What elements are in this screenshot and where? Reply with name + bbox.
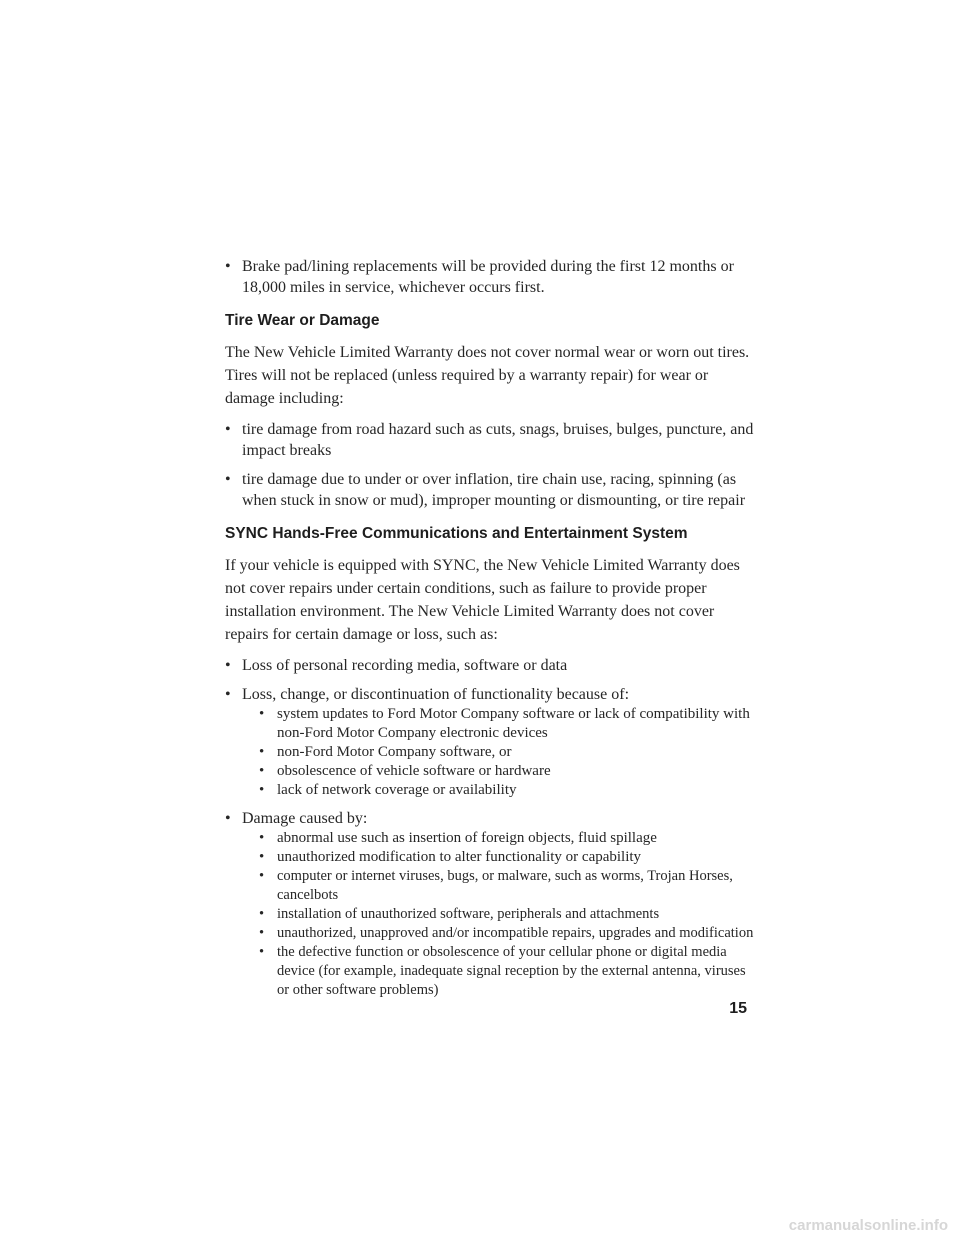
- sub-list-item: • obsolescence of vehicle software or hardware: [242, 762, 755, 781]
- list-item-label: Loss, change, or discontinuation of functionality because of:: [242, 686, 630, 703]
- sub-list-item: • computer or internet viruses, bugs, or malware, such as worms, Trojan Horses, cancelbots: [242, 867, 755, 905]
- list-item: • Brake pad/lining replacements will be provided during the first 12 months or 18,000 miles in service, whichever occurs first.: [225, 256, 755, 298]
- list-item-loss-functionality: [225, 684, 755, 800]
- watermark: carmanualsonline.info: [788, 1217, 948, 1234]
- sync-paragraph: If your vehicle is equipped with SYNC, the New Vehicle Limited Warranty does not cover repairs under certain conditions, such as failure to provide proper installation environment. The New Vehicle Limited Warranty does not cover repairs for certain damage or loss, such as:: [225, 557, 740, 643]
- tire-wear-bullet-list: [225, 419, 755, 511]
- sub-list-item: • non-Ford Motor Company software, or: [242, 743, 755, 762]
- page-number: 15: [729, 1000, 747, 1017]
- sub-list-item: • unauthorized, unapproved and/or incompatible repairs, upgrades and modification: [242, 924, 755, 943]
- list-item: • tire damage due to under or over inflation, tire chain use, racing, spinning (as when stuck in snow or mud), improper mounting or dismounting, or tire repair: [225, 469, 755, 511]
- sub-list-item: • lack of network coverage or availability: [242, 781, 755, 800]
- sub-list-item: • installation of unauthorized software, peripherals and attachments: [242, 905, 755, 924]
- damage-sublist: [242, 829, 755, 1000]
- tire-wear-paragraph: The New Vehicle Limited Warranty does not cover normal wear or worn out tires. Tires will not be replaced (unless required by a warranty repair) for wear or damage including:: [225, 344, 750, 407]
- document-page: [225, 256, 755, 1008]
- list-item: • tire damage from road hazard such as cuts, snags, bruises, bulges, puncture, and impact breaks: [225, 419, 755, 461]
- list-item: • Loss of personal recording media, software or data: [225, 655, 755, 676]
- sub-list-item: • abnormal use such as insertion of foreign objects, fluid spillage: [242, 829, 755, 848]
- list-item-label: Damage caused by:: [242, 810, 368, 827]
- intro-bullet-list: [225, 256, 755, 298]
- sub-list-item: • unauthorized modification to alter functionality or capability: [242, 848, 755, 867]
- section-heading-sync: SYNC Hands-Free Communications and Entertainment System: [225, 525, 688, 542]
- sub-list-item: • system updates to Ford Motor Company software or lack of compatibility with non-Ford Motor Company electronic devices: [242, 705, 755, 743]
- sub-list-item: • the defective function or obsolescence of your cellular phone or digital media device (for example, inadequate signal reception by the external antenna, viruses or other software problems): [242, 943, 755, 1000]
- sync-bullet-list: [225, 655, 755, 1000]
- loss-functionality-sublist: [242, 705, 755, 800]
- list-item-damage: [225, 808, 755, 1000]
- section-heading-tire-wear: Tire Wear or Damage: [225, 312, 380, 329]
